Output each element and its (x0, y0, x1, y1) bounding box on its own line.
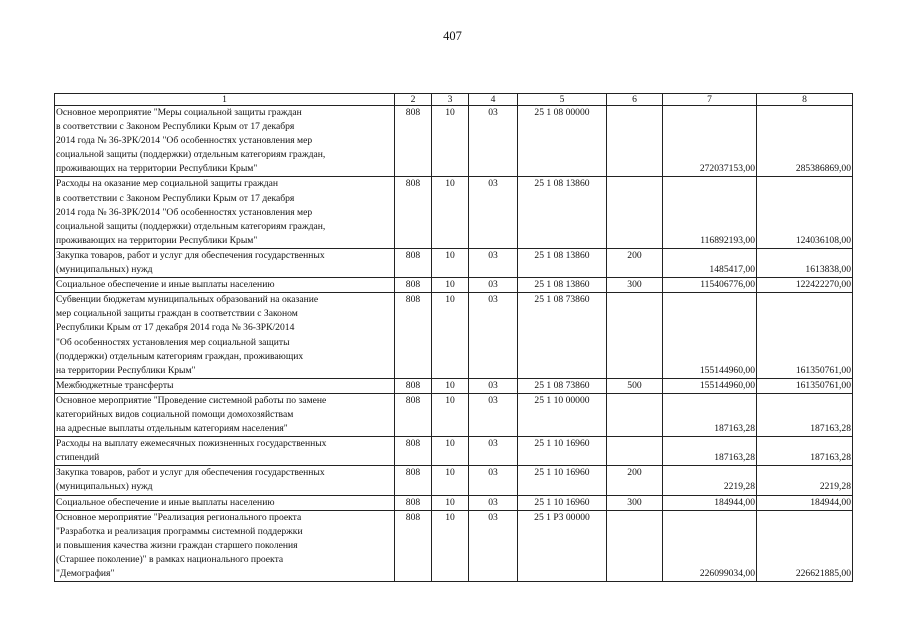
section-code: 10 (432, 466, 469, 495)
subsection-code: 03 (469, 248, 518, 277)
table-row (55, 510, 853, 581)
grbs-code: 808 (395, 393, 432, 436)
table-header-row (55, 94, 853, 106)
amount-year-2: 161350761,00 (757, 293, 853, 379)
amount-year-2: 187163,28 (757, 437, 853, 466)
amount-year-2: 226621885,00 (757, 510, 853, 581)
amount-year-1: 1485417,00 (663, 248, 757, 277)
subsection-code: 03 (469, 510, 518, 581)
target-item-code: 25 1 10 00000 (518, 393, 607, 436)
subsection-code: 03 (469, 177, 518, 248)
section-code: 10 (432, 437, 469, 466)
grbs-code: 808 (395, 248, 432, 277)
subsection-code: 03 (469, 437, 518, 466)
expense-type-code: 200 (607, 248, 663, 277)
amount-year-1: 115406776,00 (663, 278, 757, 293)
table-row (55, 437, 853, 466)
table-row (55, 378, 853, 393)
amount-year-2: 285386869,00 (757, 106, 853, 177)
target-item-code: 25 1 08 00000 (518, 106, 607, 177)
subsection-code: 03 (469, 378, 518, 393)
amount-year-2: 122422270,00 (757, 278, 853, 293)
section-code: 10 (432, 495, 469, 510)
page-number: 407 (443, 29, 462, 43)
grbs-code: 808 (395, 293, 432, 379)
grbs-code: 808 (395, 510, 432, 581)
amount-year-2: 161350761,00 (757, 378, 853, 393)
expense-type-code (607, 510, 663, 581)
amount-year-2: 124036108,00 (757, 177, 853, 248)
subsection-code: 03 (469, 293, 518, 379)
column-header: 5 (518, 94, 607, 106)
row-name: Расходы на выплату ежемесячных пожизненных государственных стипендий (55, 437, 395, 466)
row-name: Межбюджетные трансферты (55, 378, 395, 393)
expense-type-code: 500 (607, 378, 663, 393)
target-item-code: 25 1 08 13860 (518, 177, 607, 248)
table-row (55, 177, 853, 248)
row-name: Социальное обеспечение и иные выплаты населению (55, 278, 395, 293)
amount-year-2: 2219,28 (757, 466, 853, 495)
section-code: 10 (432, 278, 469, 293)
target-item-code: 25 1 08 73860 (518, 378, 607, 393)
expense-type-code (607, 106, 663, 177)
amount-year-1: 116892193,00 (663, 177, 757, 248)
amount-year-1: 226099034,00 (663, 510, 757, 581)
row-name: Основное мероприятие "Реализация регионального проекта "Разработка и реализация программы системной поддержки и повышения качества жизни граждан старшего поколения (Старшее поколение)" в рамках национального проекта "Демография" (55, 510, 395, 581)
amount-year-1: 184944,00 (663, 495, 757, 510)
subsection-code: 03 (469, 393, 518, 436)
column-header: 2 (395, 94, 432, 106)
amount-year-1: 187163,28 (663, 393, 757, 436)
column-header: 8 (757, 94, 853, 106)
target-item-code: 25 1 08 13860 (518, 278, 607, 293)
amount-year-2: 187163,28 (757, 393, 853, 436)
grbs-code: 808 (395, 177, 432, 248)
expense-type-code (607, 293, 663, 379)
column-header: 3 (432, 94, 469, 106)
expense-type-code: 200 (607, 466, 663, 495)
row-name: Субвенции бюджетам муниципальных образований на оказание мер социальной защиты граждан в соответствии с Законом Республики Крым от 17 декабря 2014 года № 36-ЗРК/2014 "Об особенностях установления мер социальной защиты (поддержки) отдельным категориям граждан, проживающих на территории Республики Крым" (55, 293, 395, 379)
expense-type-code: 300 (607, 495, 663, 510)
grbs-code: 808 (395, 466, 432, 495)
section-code: 10 (432, 106, 469, 177)
expense-type-code (607, 177, 663, 248)
table-row (55, 466, 853, 495)
table-row (55, 495, 853, 510)
row-name: Закупка товаров, работ и услуг для обеспечения государственных (муниципальных) нужд (55, 248, 395, 277)
target-item-code: 25 1 08 13860 (518, 248, 607, 277)
column-header: 4 (469, 94, 518, 106)
expense-type-code: 300 (607, 278, 663, 293)
target-item-code: 25 1 10 16960 (518, 466, 607, 495)
subsection-code: 03 (469, 278, 518, 293)
grbs-code: 808 (395, 378, 432, 393)
target-item-code: 25 1 10 16960 (518, 495, 607, 510)
expense-type-code (607, 393, 663, 436)
column-header: 1 (55, 94, 395, 106)
grbs-code: 808 (395, 106, 432, 177)
target-item-code: 25 1 10 16960 (518, 437, 607, 466)
section-code: 10 (432, 393, 469, 436)
section-code: 10 (432, 378, 469, 393)
amount-year-1: 272037153,00 (663, 106, 757, 177)
column-header: 7 (663, 94, 757, 106)
amount-year-1: 187163,28 (663, 437, 757, 466)
subsection-code: 03 (469, 106, 518, 177)
amount-year-1: 2219,28 (663, 466, 757, 495)
grbs-code: 808 (395, 278, 432, 293)
table-row (55, 293, 853, 379)
amount-year-1: 155144960,00 (663, 378, 757, 393)
amount-year-2: 1613838,00 (757, 248, 853, 277)
table-row (55, 106, 853, 177)
budget-table (54, 93, 853, 582)
amount-year-1: 155144960,00 (663, 293, 757, 379)
expense-type-code (607, 437, 663, 466)
amount-year-2: 184944,00 (757, 495, 853, 510)
row-name: Основное мероприятие "Проведение системной работы по замене категорийных видов социальной помощи домохозяйствам на адресные выплаты отдельным категориям населения" (55, 393, 395, 436)
table-row (55, 278, 853, 293)
grbs-code: 808 (395, 495, 432, 510)
row-name: Социальное обеспечение и иные выплаты населению (55, 495, 395, 510)
section-code: 10 (432, 510, 469, 581)
section-code: 10 (432, 177, 469, 248)
row-name: Основное мероприятие "Меры социальной защиты граждан в соответствии с Законом Республики Крым от 17 декабря 2014 года № 36-ЗРК/2014 "Об особенностях установления мер социальной защиты (поддержки) отдельным категориям граждан, проживающих на территории Республики Крым" (55, 106, 395, 177)
section-code: 10 (432, 248, 469, 277)
row-name: Расходы на оказание мер социальной защиты граждан в соответствии с Законом Республики Крым от 17 декабря 2014 года № 36-ЗРК/2014 "Об особенностях установления мер социальной защиты (поддержки) отдельным категориям граждан, проживающих на территории Республики Крым" (55, 177, 395, 248)
target-item-code: 25 1 08 73860 (518, 293, 607, 379)
subsection-code: 03 (469, 495, 518, 510)
target-item-code: 25 1 P3 00000 (518, 510, 607, 581)
row-name: Закупка товаров, работ и услуг для обеспечения государственных (муниципальных) нужд (55, 466, 395, 495)
subsection-code: 03 (469, 466, 518, 495)
table-row (55, 248, 853, 277)
table-row (55, 393, 853, 436)
column-header: 6 (607, 94, 663, 106)
grbs-code: 808 (395, 437, 432, 466)
section-code: 10 (432, 293, 469, 379)
